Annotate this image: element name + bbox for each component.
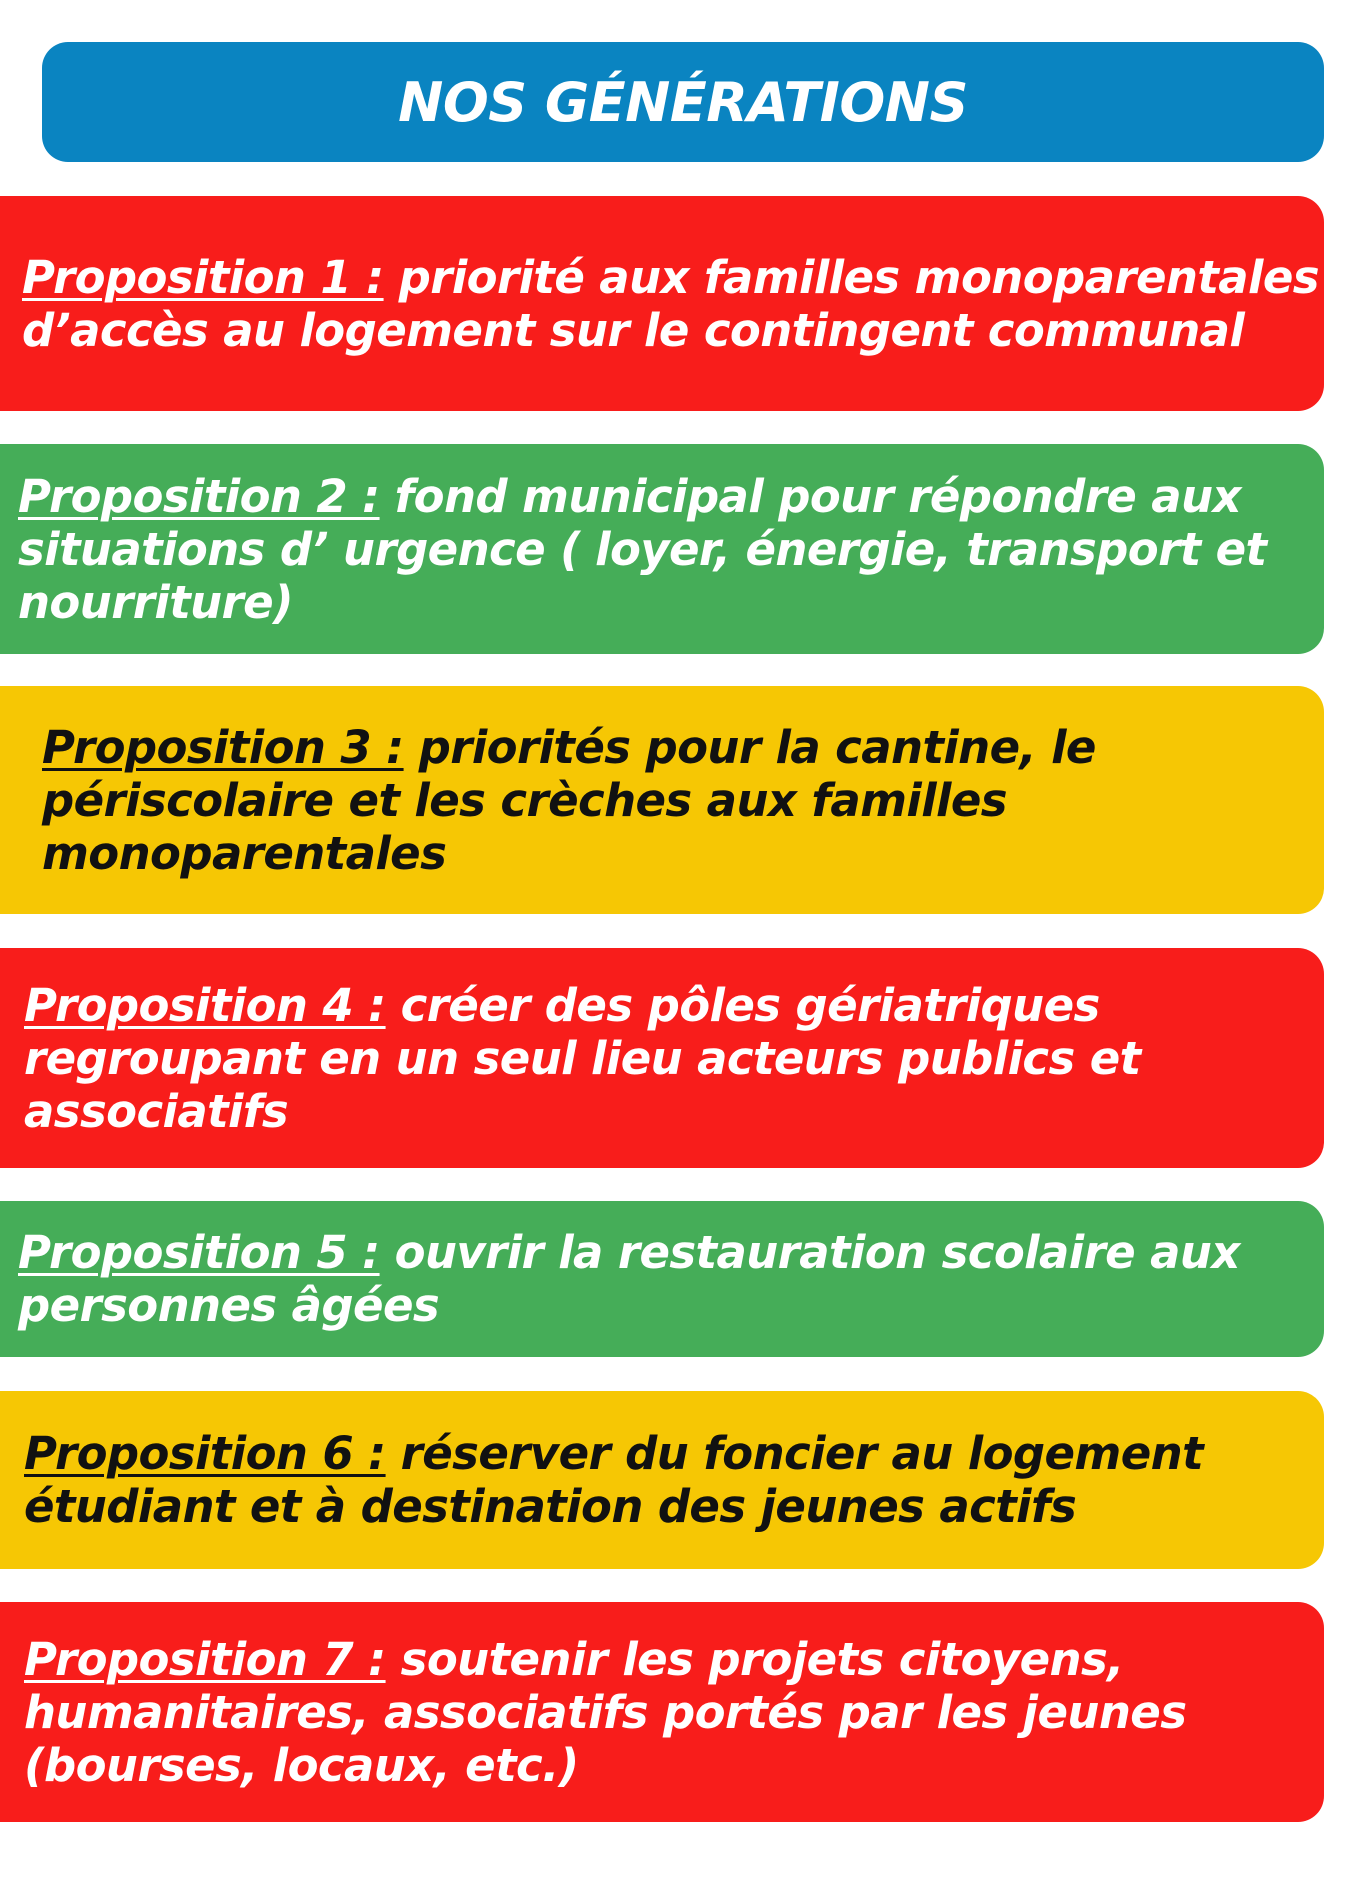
proposition-text-block bbox=[22, 251, 1324, 357]
page-header bbox=[42, 42, 1324, 162]
proposition-label: Proposition 5 : bbox=[18, 1226, 380, 1279]
proposition-label: Proposition 6 : bbox=[24, 1427, 386, 1480]
proposition-description: ouvrir la restauration scolaire aux personnes âgées bbox=[18, 1226, 1240, 1332]
proposition-label: Proposition 3 : bbox=[42, 720, 404, 774]
proposition-description: fond municipal pour répondre aux situations d’ urgence ( loyer, énergie, transport et nourriture) bbox=[18, 469, 1267, 629]
proposition-description: soutenir les projets citoyens, humanitaires, associatifs portés par les jeunes (bourses, locaux, etc.) bbox=[24, 1632, 1187, 1792]
proposition-text-block bbox=[24, 979, 1324, 1138]
proposition-card-3 bbox=[0, 686, 1324, 914]
page-title: NOS GÉNÉRATIONS bbox=[398, 70, 968, 134]
proposition-text-block bbox=[18, 1226, 1324, 1332]
proposition-text-block bbox=[18, 470, 1304, 629]
proposition-label: Proposition 4 : bbox=[24, 978, 386, 1032]
proposition-description: priorités pour la cantine, le périscolaire et les crèches aux familles monoparentales bbox=[42, 720, 1096, 880]
proposition-label: Proposition 7 : bbox=[24, 1632, 386, 1686]
proposition-card-4 bbox=[0, 948, 1324, 1168]
proposition-label: Proposition 1 : bbox=[22, 250, 384, 304]
proposition-card-5 bbox=[0, 1201, 1324, 1357]
proposition-description: réserver du foncier au logement étudiant et à destination des jeunes actifs bbox=[24, 1427, 1203, 1533]
proposition-label: Proposition 2 : bbox=[18, 469, 380, 523]
proposition-text-block bbox=[24, 1633, 1324, 1792]
proposition-card-7 bbox=[0, 1602, 1324, 1822]
proposition-description: créer des pôles gériatriques regroupant en un seul lieu acteurs publics et associatifs bbox=[24, 978, 1141, 1138]
proposition-text-block bbox=[24, 1427, 1324, 1533]
proposition-text-block bbox=[42, 721, 1324, 880]
proposition-card-1 bbox=[0, 196, 1324, 411]
proposition-card-6 bbox=[0, 1391, 1324, 1569]
proposition-description: priorité aux familles monoparentales d’accès au logement sur le contingent communal bbox=[22, 250, 1319, 357]
proposition-card-2 bbox=[0, 444, 1324, 654]
